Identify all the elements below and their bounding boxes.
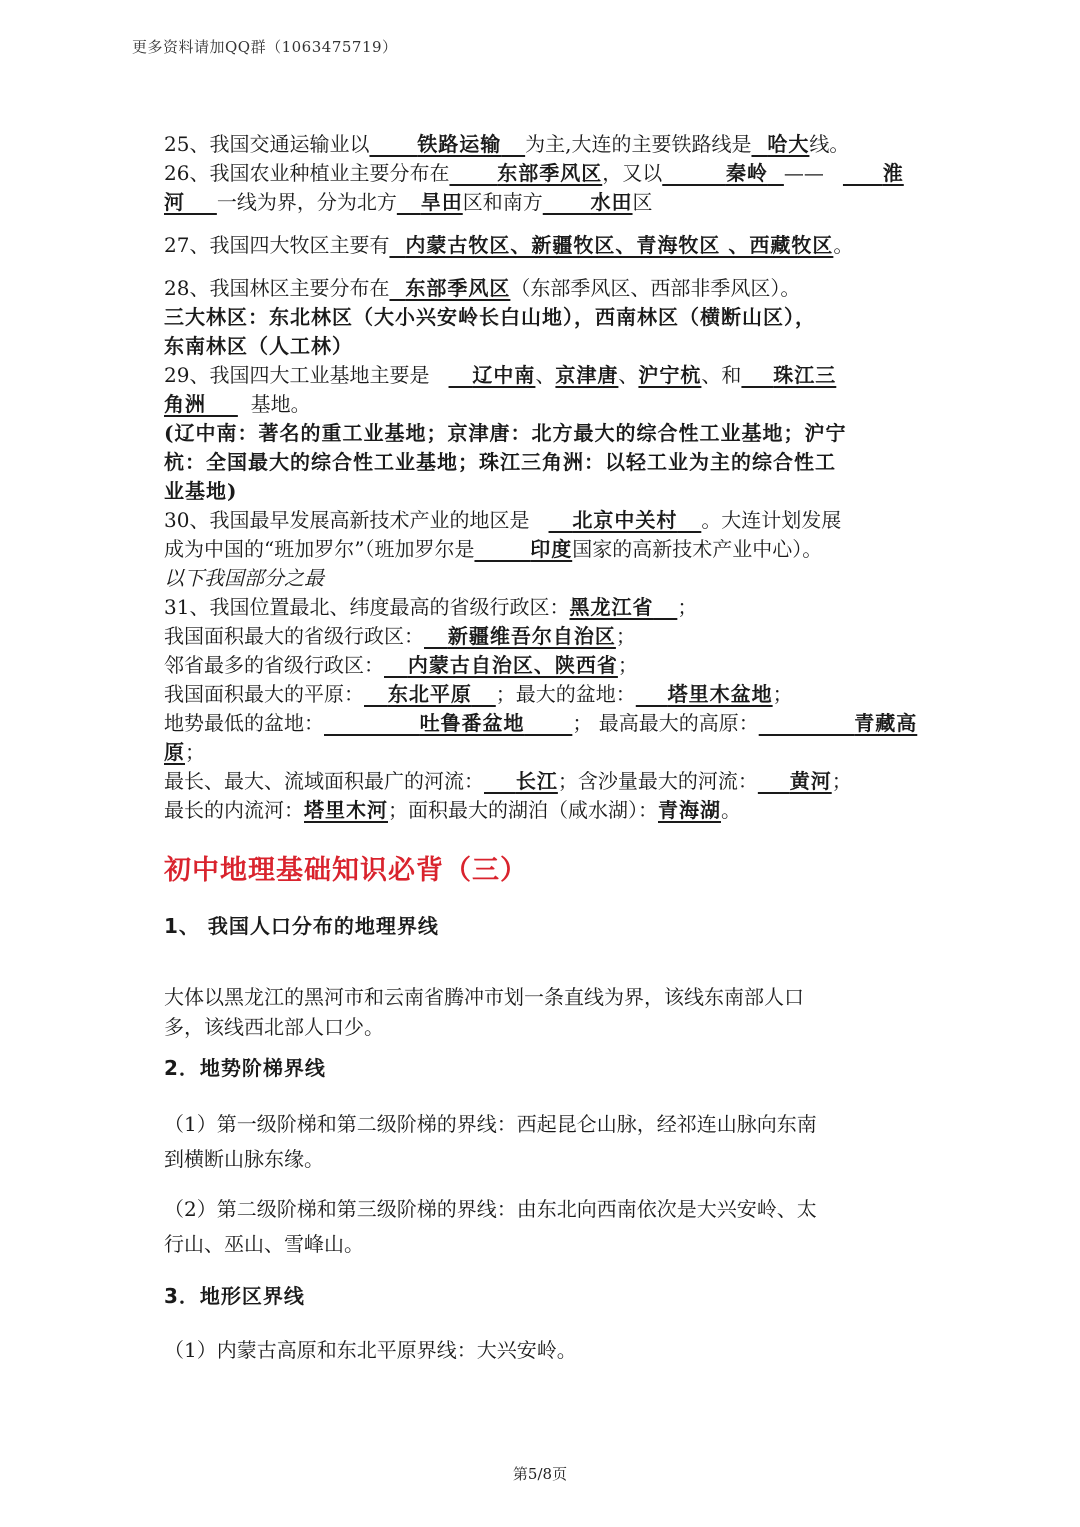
q31-answer-3: 内蒙古自治区、陕西省	[407, 653, 618, 677]
q29-note-3: 业基地)	[164, 479, 238, 503]
q29-answer-4a: 珠江三	[773, 363, 837, 387]
q29-answer-4b: 角洲	[164, 392, 206, 416]
q26-text-4: 区和南方	[462, 190, 543, 214]
paragraph-population-line-2: 多，该线西北部人口少。	[164, 1015, 384, 1039]
q31-sep-7: ；	[185, 740, 205, 764]
q26-answer-2: 秦岭	[725, 161, 768, 185]
q27-text: 27、我国四大牧区主要有	[164, 233, 390, 257]
heading-terrain-steps: 2．地势阶梯界线	[164, 1056, 326, 1080]
q27-text-2: 。	[833, 233, 854, 257]
q31-answer-5: 塔里木盆地	[667, 682, 773, 706]
question-30-line-1	[164, 506, 919, 535]
paragraph-step-2-line-1: （2）第二级阶梯和第三级阶梯的界线：由东北向西南依次是大兴安岭、太	[164, 1197, 817, 1221]
paragraph-step-2	[164, 1192, 919, 1262]
q28-answer: 东部季风区	[405, 276, 511, 300]
q30-text-2: 。大连计划发展	[701, 508, 842, 532]
q30-text-4: 国家的高新技术产业中心）。	[572, 537, 823, 561]
q26-answer-5: 水田	[590, 190, 633, 214]
q30-text: 30、我国最早发展高新技术产业的地区是	[164, 508, 530, 532]
q26-text-5: 区	[632, 190, 653, 214]
section-title: 初中地理基础知识必背（三）	[164, 855, 528, 886]
q26-answer-3b: 河	[164, 190, 185, 214]
q31-answer-8: 长江	[515, 769, 558, 793]
q29-sep-2: 、	[618, 363, 639, 387]
q25-text: 25、我国交通运输业以	[164, 132, 370, 156]
paragraph-step-1	[164, 1107, 919, 1177]
q26-answer-3a: 淮	[882, 161, 904, 185]
header-note: 更多资料请加QQ群（1063475719）	[132, 38, 398, 56]
q29-answer-2: 京津唐	[555, 363, 619, 387]
q31-label-4: 我国面积最大的平原：	[164, 682, 364, 706]
q31-answer-11: 青海湖	[658, 798, 721, 822]
q30-answer-1: 北京中关村	[572, 508, 678, 532]
q25-text-2: 为主,大连的主要铁路线是	[525, 132, 752, 156]
paragraph-population-line-1: 大体以黑龙江的黑河市和云南省腾冲市划一条直线为界，该线东南部人口	[164, 985, 804, 1009]
q29-text-2: 基地。	[250, 392, 311, 416]
q25-answer-1: 铁路运输	[417, 132, 502, 156]
q30-text-3: 成为中国的“班加罗尔”（班加罗尔是	[164, 537, 475, 561]
q25-text-3: 线。	[809, 132, 850, 156]
q29-answer-1: 辽中南	[472, 363, 536, 387]
question-28	[164, 274, 919, 303]
q31-answer-6: 吐鲁番盆地	[419, 711, 525, 735]
q28-text-2: （东部季风区、西部非季风区）。	[510, 276, 801, 300]
q31-label-3: 邻省最多的省级行政区：	[164, 653, 384, 677]
paragraph-landform-1: （1）内蒙古高原和东北平原界线：大兴安岭。	[164, 1338, 577, 1362]
q29-text: 29、我国四大工业基地主要是	[164, 363, 430, 387]
q31-sep-1: ；	[677, 595, 698, 619]
page-number: 第5/8页	[512, 1465, 568, 1483]
q31-answer-1: 黑龙江省	[569, 595, 654, 619]
q31-sep-5: ；	[772, 682, 793, 706]
q25-answer-2: 哈大	[767, 132, 810, 156]
q29-answer-3: 沪宁杭	[638, 363, 702, 387]
q26-text-2: ，又以	[602, 161, 663, 185]
q31-sep-9: ；	[831, 769, 852, 793]
q31-rivers	[164, 767, 919, 796]
q31-answer-7a: 青藏高	[854, 711, 918, 735]
q29-sep-1: 、	[535, 363, 556, 387]
q28-text: 28、我国林区主要分布在	[164, 276, 390, 300]
heading-landform-lines: 3．地形区界线	[164, 1284, 305, 1308]
q31-answer-4: 东北平原	[387, 682, 472, 706]
q26-dash: ——	[783, 161, 824, 185]
question-29-line-2	[164, 390, 919, 419]
question-26-line-1	[164, 159, 919, 188]
q31-inland-lake	[164, 796, 919, 825]
q29-note-2: 杭：全国最大的综合性工业基地；珠江三角洲：以轻工业为主的综合性工	[164, 450, 836, 474]
question-25	[164, 130, 919, 159]
q29-sep-3: 、和	[701, 363, 742, 387]
paragraph-population	[164, 982, 919, 1042]
q31-label-6: 地势最低的盆地：	[164, 711, 324, 735]
paragraph-step-2-line-2: 行山、巫山、雪峰山。	[164, 1232, 364, 1256]
q31-answer-7b: 原	[164, 740, 185, 764]
q31-answer-9: 黄河	[789, 769, 832, 793]
q31-label-5: ；最大的盆地：	[495, 682, 636, 706]
question-27	[164, 231, 919, 260]
q31-label-11: ；面积最大的湖泊（咸水湖）：	[388, 798, 658, 822]
question-30-line-2	[164, 535, 919, 564]
q28-forest-areas: 三大林区：东北林区（大小兴安岭长白山地），西南林区（横断山区），	[164, 305, 816, 329]
q31-label-7: ； 最高最大的高原：	[572, 711, 759, 735]
q28-forest-areas-2: 东南林区（人工林）	[164, 334, 353, 358]
q31-label-1: 31、我国位置最北、纬度最高的省级行政区：	[164, 595, 570, 619]
q31-most-neighbors	[164, 651, 919, 680]
q26-text: 26、我国农业种植业主要分布在	[164, 161, 450, 185]
q31-label-10: 最长的内流河：	[164, 798, 304, 822]
q30-answer-2: 印度	[530, 537, 573, 561]
q31-sep-2: ；	[615, 624, 636, 648]
q26-answer-4: 旱田	[420, 190, 463, 214]
q31-label-8: 最长、最大、流域面积最广的河流：	[164, 769, 484, 793]
q31-lowest-highest	[164, 709, 919, 738]
heading-population-line: 1、 我国人口分布的地理界线	[164, 914, 439, 938]
q31-plateau-cont	[164, 738, 919, 767]
q31-end: 。	[721, 798, 741, 822]
q31-answer-2: 新疆维吾尔自治区	[447, 624, 616, 648]
superlatives-intro: 以下我国部分之最	[164, 566, 324, 590]
q31-label-2: 我国面积最大的省级行政区：	[164, 624, 424, 648]
q31-label-9: ；含沙量最大的河流：	[557, 769, 758, 793]
q29-note-1: (辽中南：著名的重工业基地；京津唐：北方最大的综合性工业基地；沪宁	[164, 421, 847, 445]
paragraph-step-1-line-2: 到横断山脉东缘。	[164, 1147, 324, 1171]
q31-largest-province	[164, 622, 919, 651]
question-26-line-2	[164, 188, 919, 217]
question-list	[164, 130, 919, 825]
q31-plain-basin	[164, 680, 919, 709]
q31-sep-3: ；	[617, 653, 638, 677]
q26-answer-1: 东部季风区	[497, 161, 603, 185]
question-29-line-1	[164, 361, 919, 390]
q31-northernmost	[164, 593, 919, 622]
paragraph-step-1-line-1: （1）第一级阶梯和第二级阶梯的界线：西起昆仑山脉，经祁连山脉向东南	[164, 1112, 817, 1136]
q31-answer-10: 塔里木河	[304, 798, 388, 822]
q26-text-3: 一线为界，分为北方	[216, 190, 397, 214]
q27-answer: 内蒙古牧区、新疆牧区、青海牧区 、西藏牧区	[405, 233, 834, 257]
